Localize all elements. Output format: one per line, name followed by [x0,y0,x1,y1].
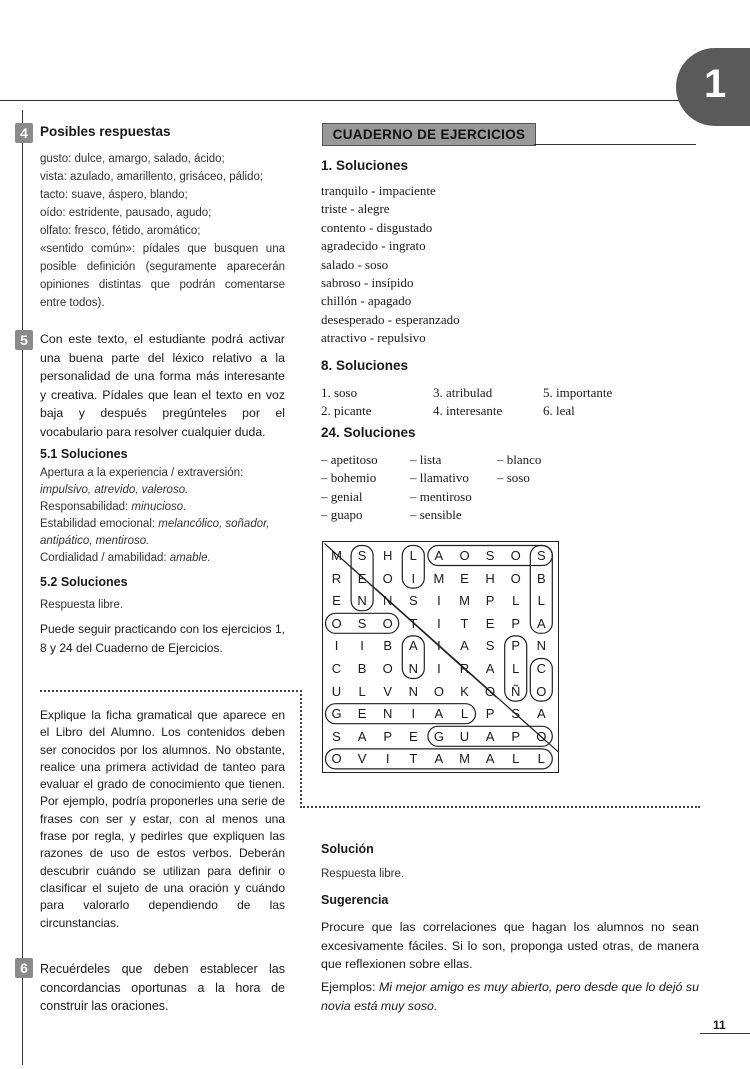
grid-letter: A [434,751,444,767]
grid-letter: I [411,706,416,722]
grid-letter: I [437,661,441,676]
list-item: 2. picante [321,403,372,419]
line: vista: azulado, amarillento, grisáceo, pálido; [40,171,264,183]
grid-letter: E [357,570,367,586]
grid-letter: Ñ [510,683,521,699]
trait-label: Apertura a la experiencia / extraversión: [40,467,244,479]
line: gusto: dulce, amargo, salado, ácido; [40,153,225,165]
dotted-border [40,690,302,692]
grid-letter: S [485,638,495,654]
grid-letter: A [434,548,444,563]
list-item: – genial [321,488,363,504]
examples-text: Mi mejor amigo es muy abierto, pero desde que lo dejó su novia está muy soso. [321,980,699,1013]
solutions-8-col2 [433,384,502,421]
grid-letter: A [536,706,546,722]
grid-letter: N [536,638,546,654]
trait-label: Responsabilidad: [40,501,132,513]
trait-label: Estabilidad emocional: [40,518,159,530]
examples [321,978,699,1015]
grid-letter: L [512,593,520,609]
grid-letter: P [485,706,495,722]
section-6-paragraph: Recuérdeles que deben establecer las concordancias oportunas a la hora de construir las oraciones. [40,962,285,1013]
list-item: salado - soso [321,256,389,272]
subsection-5-2-text: Respuesta libre. [40,599,124,611]
line: oído: estridente, pausado, agudo; [40,207,212,219]
list-item: – bohemio [321,470,377,486]
suggestion-title: Sugerencia [321,893,389,907]
grid-letter: N [408,683,418,699]
grid-letter: U [331,683,342,699]
word-search-grid [322,541,559,773]
grid-letter: P [485,593,495,609]
grid-letter: M [433,570,445,586]
workbook-header: CUADERNO DE EJERCICIOS [322,123,536,146]
solutions-1-title: 1. Soluciones [321,158,409,173]
grid-letter: A [357,728,367,744]
subsection-5-2-title: 5.2 Soluciones [40,575,128,589]
solutions-1-list [321,182,460,348]
grid-letter: S [357,615,367,631]
grid-letter: E [357,706,367,722]
grid-letter: E [408,728,418,744]
grid-letter: O [485,683,496,699]
section-badge-6: 6 [15,958,33,978]
grid-letter: E [460,570,469,586]
grid-letter: G [331,706,342,722]
solutions-8-col3 [543,384,612,421]
grid-letter: E [485,615,495,631]
grid-letter: M [459,751,470,767]
section-badge-4: 4 [15,123,33,143]
list-item: 3. atribulad [433,385,493,400]
paragraph: «sentido común»: pídales que busquen una posible definición (seguramente aparecerán opiniones distintas que podrán comentarse entre todos). [40,243,285,309]
list-item: – apetitoso [321,452,378,467]
grid-letter: O [459,548,470,563]
grid-letter: L [409,548,417,563]
grid-letter: T [409,615,418,631]
line: olfato: fresco, fétido, aromático; [40,225,201,237]
list-item: – llamativo [410,470,469,486]
grid-letter: S [511,706,521,722]
list-item: 1. soso [321,385,358,400]
grid-letter: S [485,548,495,563]
grid-letter: M [459,593,470,609]
header-rule [0,100,300,101]
trait-words: amable. [169,552,211,564]
solutions-24-col3 [497,451,541,488]
grid-letter: A [434,706,444,722]
grid-letter: I [411,570,416,586]
list-item: 6. leal [543,403,575,419]
grid-letter: E [332,593,341,609]
grid-letter: N [382,706,393,722]
list-item: 5. importante [543,385,613,400]
grid-letter: I [334,638,339,654]
grid-letter: S [332,728,341,744]
grid-letter: L [358,683,366,699]
grid-letter: N [408,661,418,676]
grid-letter: B [383,638,393,654]
grid-letter: R [459,661,470,676]
grid-letter: L [460,706,469,722]
grid-letter: U [459,728,470,744]
header-rule [534,144,696,145]
list-item: – guapo [321,507,363,523]
grid-letter: I [360,638,364,654]
trait-label: Cordialidad / amabilidad: [40,552,170,564]
subsection-5-1-title: 5.1 Soluciones [40,447,128,461]
list-item: desesperado - esperanzado [321,311,460,327]
line: tacto: suave, áspero, blando; [40,189,188,201]
list-item: – mentiroso [410,488,472,504]
grid-letter: S [536,548,546,563]
grid-letter: A [536,615,546,631]
grid-letter: C [331,661,342,676]
grid-letter: S [357,548,367,563]
section-4-title: Posibles respuestas [40,124,171,139]
grid-letter: O [382,615,393,631]
grid-letter: R [331,570,342,586]
grid-letter: S [408,593,418,609]
grid-letter: H [485,570,495,586]
grid-letter: V [357,751,367,767]
list-item: triste - alegre [321,201,390,217]
subsection-5-2-paragraph: Puede seguir practicando con los ejercicios 1, 8 y 24 del Cuaderno de Ejercicios. [40,622,285,655]
list-item: – lista [410,452,442,467]
unit-number: 1 [704,62,727,106]
grid-letter: M [331,548,342,563]
section-4-lines [40,150,285,312]
suggestion-text: Procure que las correlaciones que hagan los alumnos no sean excesivamente fáciles. Si lo son, proponga usted otras, de manera que reflexionen sobre ellas. [321,920,699,971]
grid-letter: I [385,751,390,767]
grid-letter: A [408,638,418,654]
grid-letter: P [511,728,521,744]
footer-rule [700,1033,750,1034]
grid-letter: K [460,683,469,699]
grid-letter: O [536,728,547,744]
grid-letter: O [510,548,521,563]
grid-letter: P [383,728,393,744]
list-item: tranquilo - impaciente [321,183,436,198]
trait-words: melancólico, soñador, antipático, mentiroso. [40,518,270,547]
grid-letter: I [437,638,441,654]
list-item: – soso [497,470,530,486]
solutions-24-title: 24. Soluciones [321,425,416,440]
solution-title: Solución [321,842,374,856]
section-5-paragraph: Con este texto, el estudiante podrá activar una buena parte del léxico relativo a la personalidad de una forma más interesante y creativa. Pídales que lean el texto en voz baja y después pregúnteles por el vocabulario para resolver cualquier duda. [40,332,285,439]
solutions-8-col1 [321,384,441,421]
grid-letter: A [485,728,495,744]
grid-letter: H [382,548,393,563]
grid-letter: V [383,683,393,699]
list-item: chillón - apagado [321,293,412,309]
trait-words: impulsivo, atrevido, valeroso. [40,484,189,496]
grid-letter: A [485,751,495,767]
list-item: atractivo - repulsivo [321,330,426,346]
grid-letter: O [331,751,342,767]
grid-letter: P [511,638,521,654]
solutions-24-col1 [321,451,378,525]
solutions-24-col2 [410,451,472,525]
grid-letter: I [437,615,441,631]
grid-letter: L [537,593,545,609]
header-rule [300,100,695,101]
trait-words: minucioso. [131,501,187,513]
grid-letter: O [382,661,393,676]
solutions-8-title: 8. Soluciones [321,358,409,373]
page-number: 11 [713,1018,726,1032]
list-item: agradecido - ingrato [321,238,426,254]
grid-letter: I [437,593,441,609]
grid-letter: L [537,751,545,767]
grid-letter: A [460,638,469,654]
grid-letter: T [460,615,469,631]
grid-letter: B [536,570,546,586]
grid-letter: L [512,751,520,767]
grid-letter: N [357,593,367,609]
grid-letter: O [331,615,342,631]
solution-text: Respuesta libre. [321,868,405,880]
grid-letter: N [382,593,393,609]
dotted-border [300,806,700,808]
grid-letter: O [536,683,547,699]
grid-letter: A [485,661,495,676]
list-item: sabroso - insípido [321,275,414,291]
list-item: – blanco [497,452,542,467]
grid-letter: B [357,661,367,676]
grid-letter: C [536,661,546,676]
grid-letter: P [511,615,521,631]
dotted-border [300,690,302,808]
grid-letter: L [512,661,520,676]
list-item: – sensible [410,507,462,523]
grammar-note: Explique la ficha gramatical que aparece en el Libro del Alumno. Los contenidos deben ser conocidos por los alumnos. No obstante, realice una primera actividad de tanteo para evaluar el grado de conocimiento que tienen. Por ejemplo, podría proponerles una serie de frases con ser y estar, con al menos una frase por regla, y pedirles que expliquen las razones de uso de estos verbos. Deberán descubrir cuándo se utilizan para definir o clasificar el sujeto de una oración y cuándo para valorarlo dependiendo de las circunstancias. [40,708,285,930]
subsection-5-1-body [40,465,285,567]
section-badge-5: 5 [15,330,33,350]
grid-letter: G [433,728,444,744]
grid-letter: T [409,751,418,767]
margin-rule [22,110,23,1065]
grid-letter: O [382,570,393,586]
list-item: 4. interesante [433,403,503,419]
list-item: contento - disgustado [321,219,433,235]
grid-letter: O [510,570,521,586]
grid-letter: O [433,683,444,699]
examples-label: Ejemplos: [321,980,379,994]
